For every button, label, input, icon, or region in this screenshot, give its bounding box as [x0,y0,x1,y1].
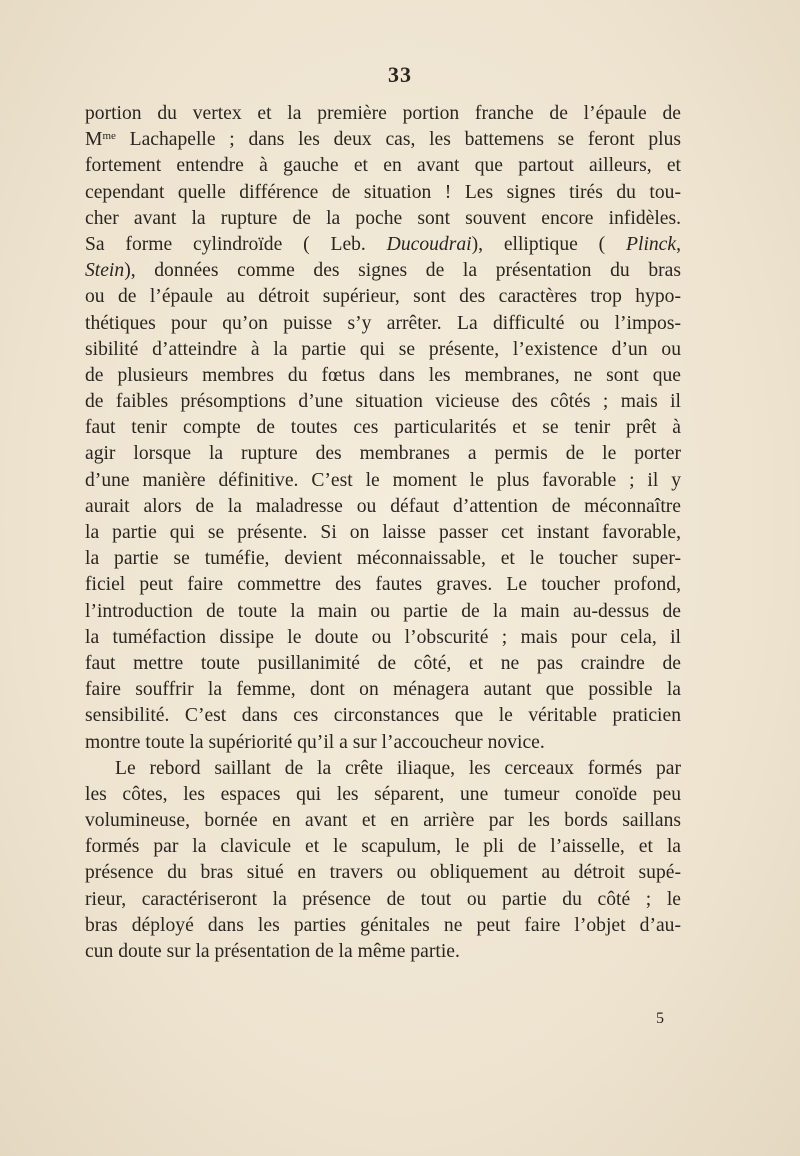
text-line: les côtes, les espaces qui les séparent, une tumeur conoïde peu [85,783,681,805]
text-line: Le rebord saillant de la crête iliaque, les cerceaux formés par [115,757,681,779]
text-line: présence du bras situé en travers ou obliquement au détroit supé- [85,862,681,884]
text-line: cun doute sur la présentation de la même partie. [85,941,460,962]
text-line: d’une manière définitive. C’est le moment le plus favorable ; il y [85,469,681,491]
text-line: formés par la clavicule et le scapulum, le pli de l’aisselle, et la [85,836,681,858]
text-line: montre toute la supériorité qu’il a sur l’accoucheur novice. [85,731,545,753]
text-line: la tuméfaction dissipe le doute ou l’obscurité ; mais pour cela, il [85,626,681,648]
text-line: rieur, caractériseront la présence de tout ou partie du côté ; le [85,888,681,910]
text-line: sensibilité. C’est dans ces circonstances que le véritable praticien [85,705,681,727]
text-line: faire souffrir la femme, dont on ménagera autant que possible la [85,679,681,701]
text-line: bras déployé dans les parties génitales ne peut faire l’objet d’au- [85,914,681,936]
page-number: 33 [388,62,412,87]
text-line: la partie se tuméfie, devient méconnaissable, et le toucher super- [85,548,681,570]
text-line: faut tenir compte de toutes ces particularités et se tenir prêt à [85,417,681,439]
signature-mark: 5 [656,1010,664,1027]
text-line: Stein), données comme des signes de la présentation du bras [85,260,681,282]
text-line: de plusieurs membres du fœtus dans les membranes, ne sont que [85,364,681,386]
text-line: l’introduction de toute la main ou partie de la main au-dessus de [85,600,681,622]
paragraph-1 [85,101,681,756]
text-line: volumineuse, bornée en avant et en arrière par les bords saillans [85,810,681,832]
text-line: la partie qui se présente. Si on laisse passer cet instant favorable, [85,522,681,543]
text-line: de faibles présomptions d’une situation vicieuse des côtés ; mais il [85,391,681,413]
text-line: sibilité d’atteindre à la partie qui se présente, l’existence d’un ou [85,338,681,360]
text-line: aurait alors de la maladresse ou défaut d’attention de méconnaître [85,495,681,517]
text-line: portion du vertex et la première portion franche de l’épaule de [85,103,681,124]
text-line: thétiques pour qu’on puisse s’y arrêter. La difficulté ou l’impos- [85,312,681,334]
text-line: cependant quelle différence de situation ! Les signes tirés du tou- [85,181,681,203]
paragraph-2 [85,756,681,966]
text-line: ou de l’épaule au détroit supérieur, sont des caractères trop hypo- [85,286,681,308]
text-line: Sa forme cylindroïde ( Leb. Ducoudrai), elliptique ( Plinck, [85,233,681,255]
text-line: ficiel peut faire commettre des fautes graves. Le toucher profond, [85,574,681,596]
text-line: agir lorsque la rupture des membranes a permis de le porter [85,443,681,465]
text-line: cher avant la rupture de la poche sont souvent encore infidèles. [85,207,681,229]
text-line: $M^{me}$ Lachapelle ; dans les deux cas, les battemens se feront plus [85,129,681,151]
text-line: faut mettre toute pusillanimité de côté, et ne pas craindre de [85,652,681,674]
text-line: fortement entendre à gauche et en avant que partout ailleurs, et [85,155,681,177]
body-text [85,101,681,965]
